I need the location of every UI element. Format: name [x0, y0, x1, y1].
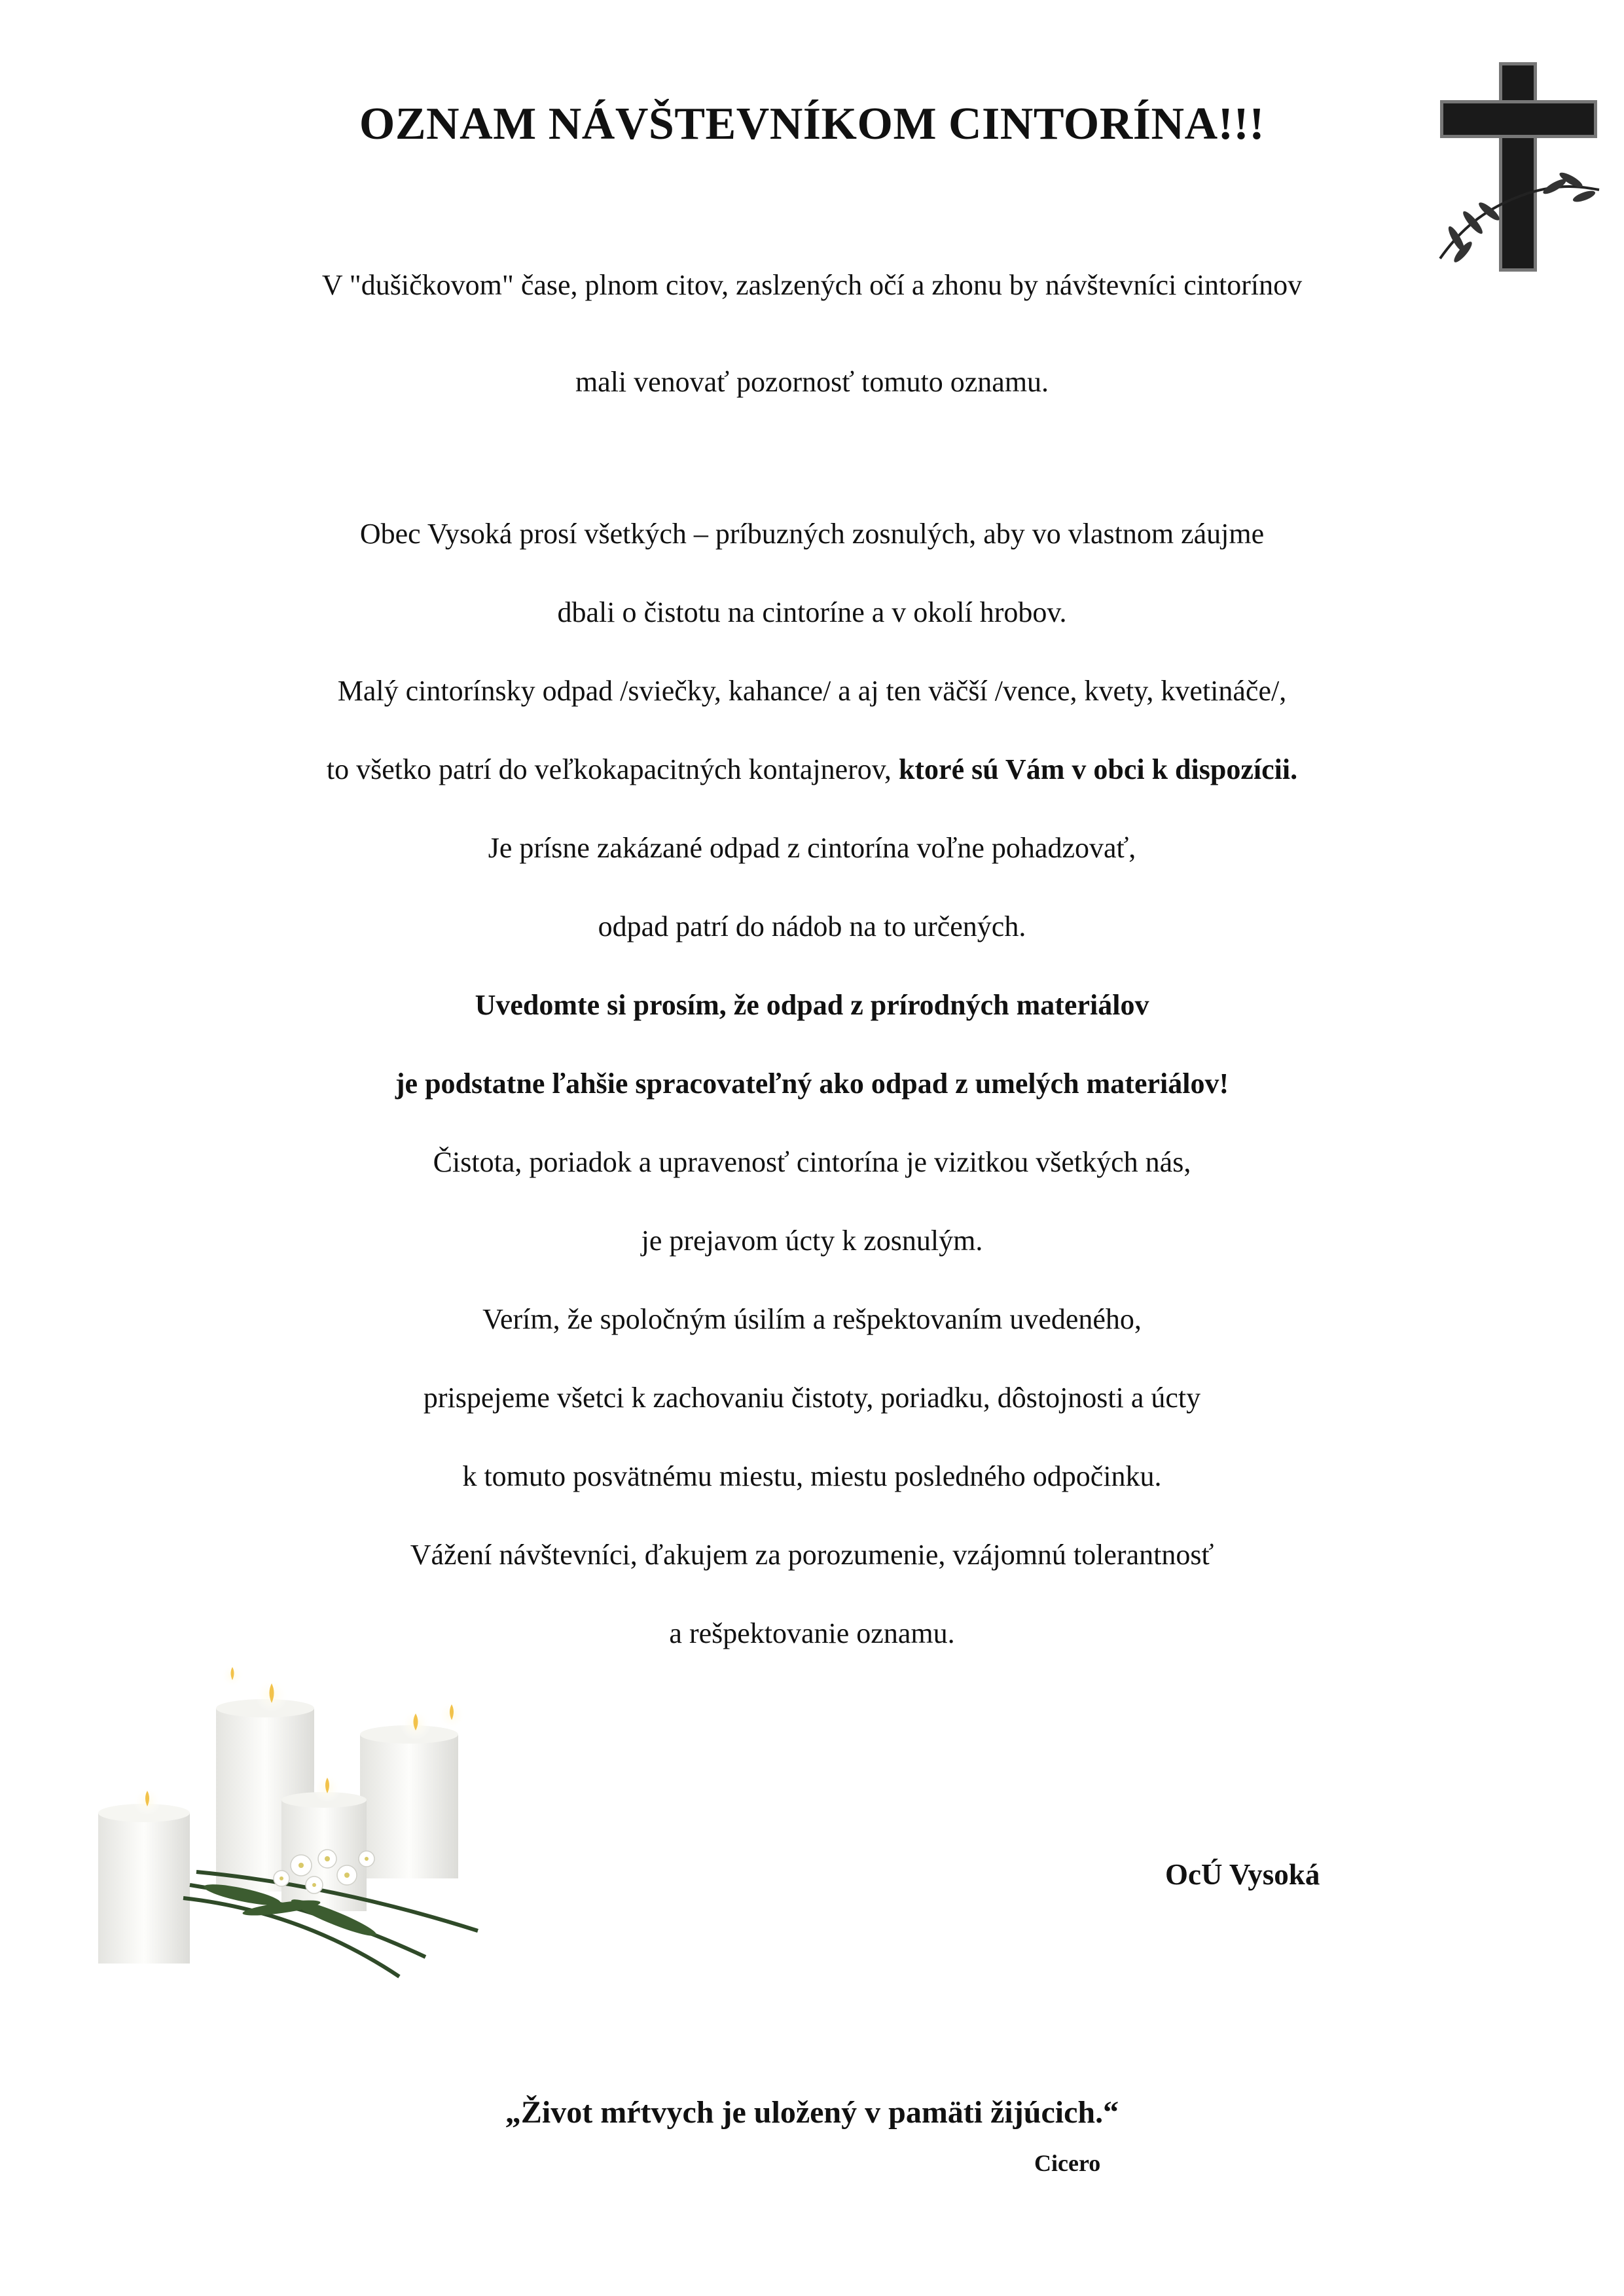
body-line-1: Obec Vysoká prosí všetkých – príbuzných zosnulých, aby vo vlastnom záujme [359, 518, 1265, 550]
body-line-4-emphasis: ktoré sú Vám v obci k dispozícii. [898, 753, 1298, 785]
body-line-13: k tomuto posvätnému miestu, miestu posledného odpočinku. [462, 1460, 1162, 1492]
body-line-7: Uvedomte si prosím, že odpad z prírodných materiálov [475, 989, 1149, 1021]
cross-icon [1437, 62, 1600, 278]
body-line-5: Je prísne zakázané odpad z cintorína voľne pohadzovať, [488, 832, 1136, 864]
body-line-14: Vážení návštevníci, ďakujem za porozumenie, vzájomnú tolerantnosť [410, 1539, 1214, 1571]
page-title: OZNAM NÁVŠTEVNÍKOM CINTORÍNA!!! [359, 99, 1265, 149]
body-line-8: je podstatne ľahšie spracovateľný ako odpad z umelých materiálov! [395, 1067, 1229, 1100]
body-line-11: Verím, že spoločným úsilím a rešpektovaním uvedeného, [482, 1303, 1142, 1335]
body-line-3: Malý cintorínsky odpad /sviečky, kahance/ a aj ten väčší /vence, kvety, kvetináče/, [337, 675, 1287, 707]
body-line-15: a rešpektovanie oznamu. [669, 1617, 955, 1649]
intro-line-1: V "dušičkovom" čase, plnom citov, zaslzených očí a zhonu by návštevníci cintorínov [321, 269, 1303, 301]
intro-line-2: mali venovať pozornosť tomuto oznamu. [575, 366, 1049, 398]
body-line-12: prispejeme všetci k zachovaniu čistoty, poriadku, dôstojnosti a úcty [423, 1382, 1201, 1414]
body-line-6: odpad patrí do nádob na to určených. [598, 910, 1026, 942]
body-line-4 [0, 753, 1624, 786]
closing-quote: „Život mŕtvych je uložený v pamäti žijúcich.“ [505, 2095, 1119, 2130]
body-line-9: Čistota, poriadok a upravenosť cintorína je vizitkou všetkých nás, [433, 1146, 1191, 1178]
quote-author: Cicero [1034, 2150, 1101, 2176]
signature: OcÚ Vysoká [1165, 1858, 1320, 1891]
body-line-10: je prejavom úcty k zosnulým. [641, 1225, 983, 1257]
body-line-4-text: to všetko patrí do veľkokapacitných kontajnerov, [326, 753, 899, 785]
candles-icon [85, 1649, 543, 1990]
body-line-2: dbali o čistotu na cintoríne a v okolí hrobov. [557, 596, 1067, 628]
